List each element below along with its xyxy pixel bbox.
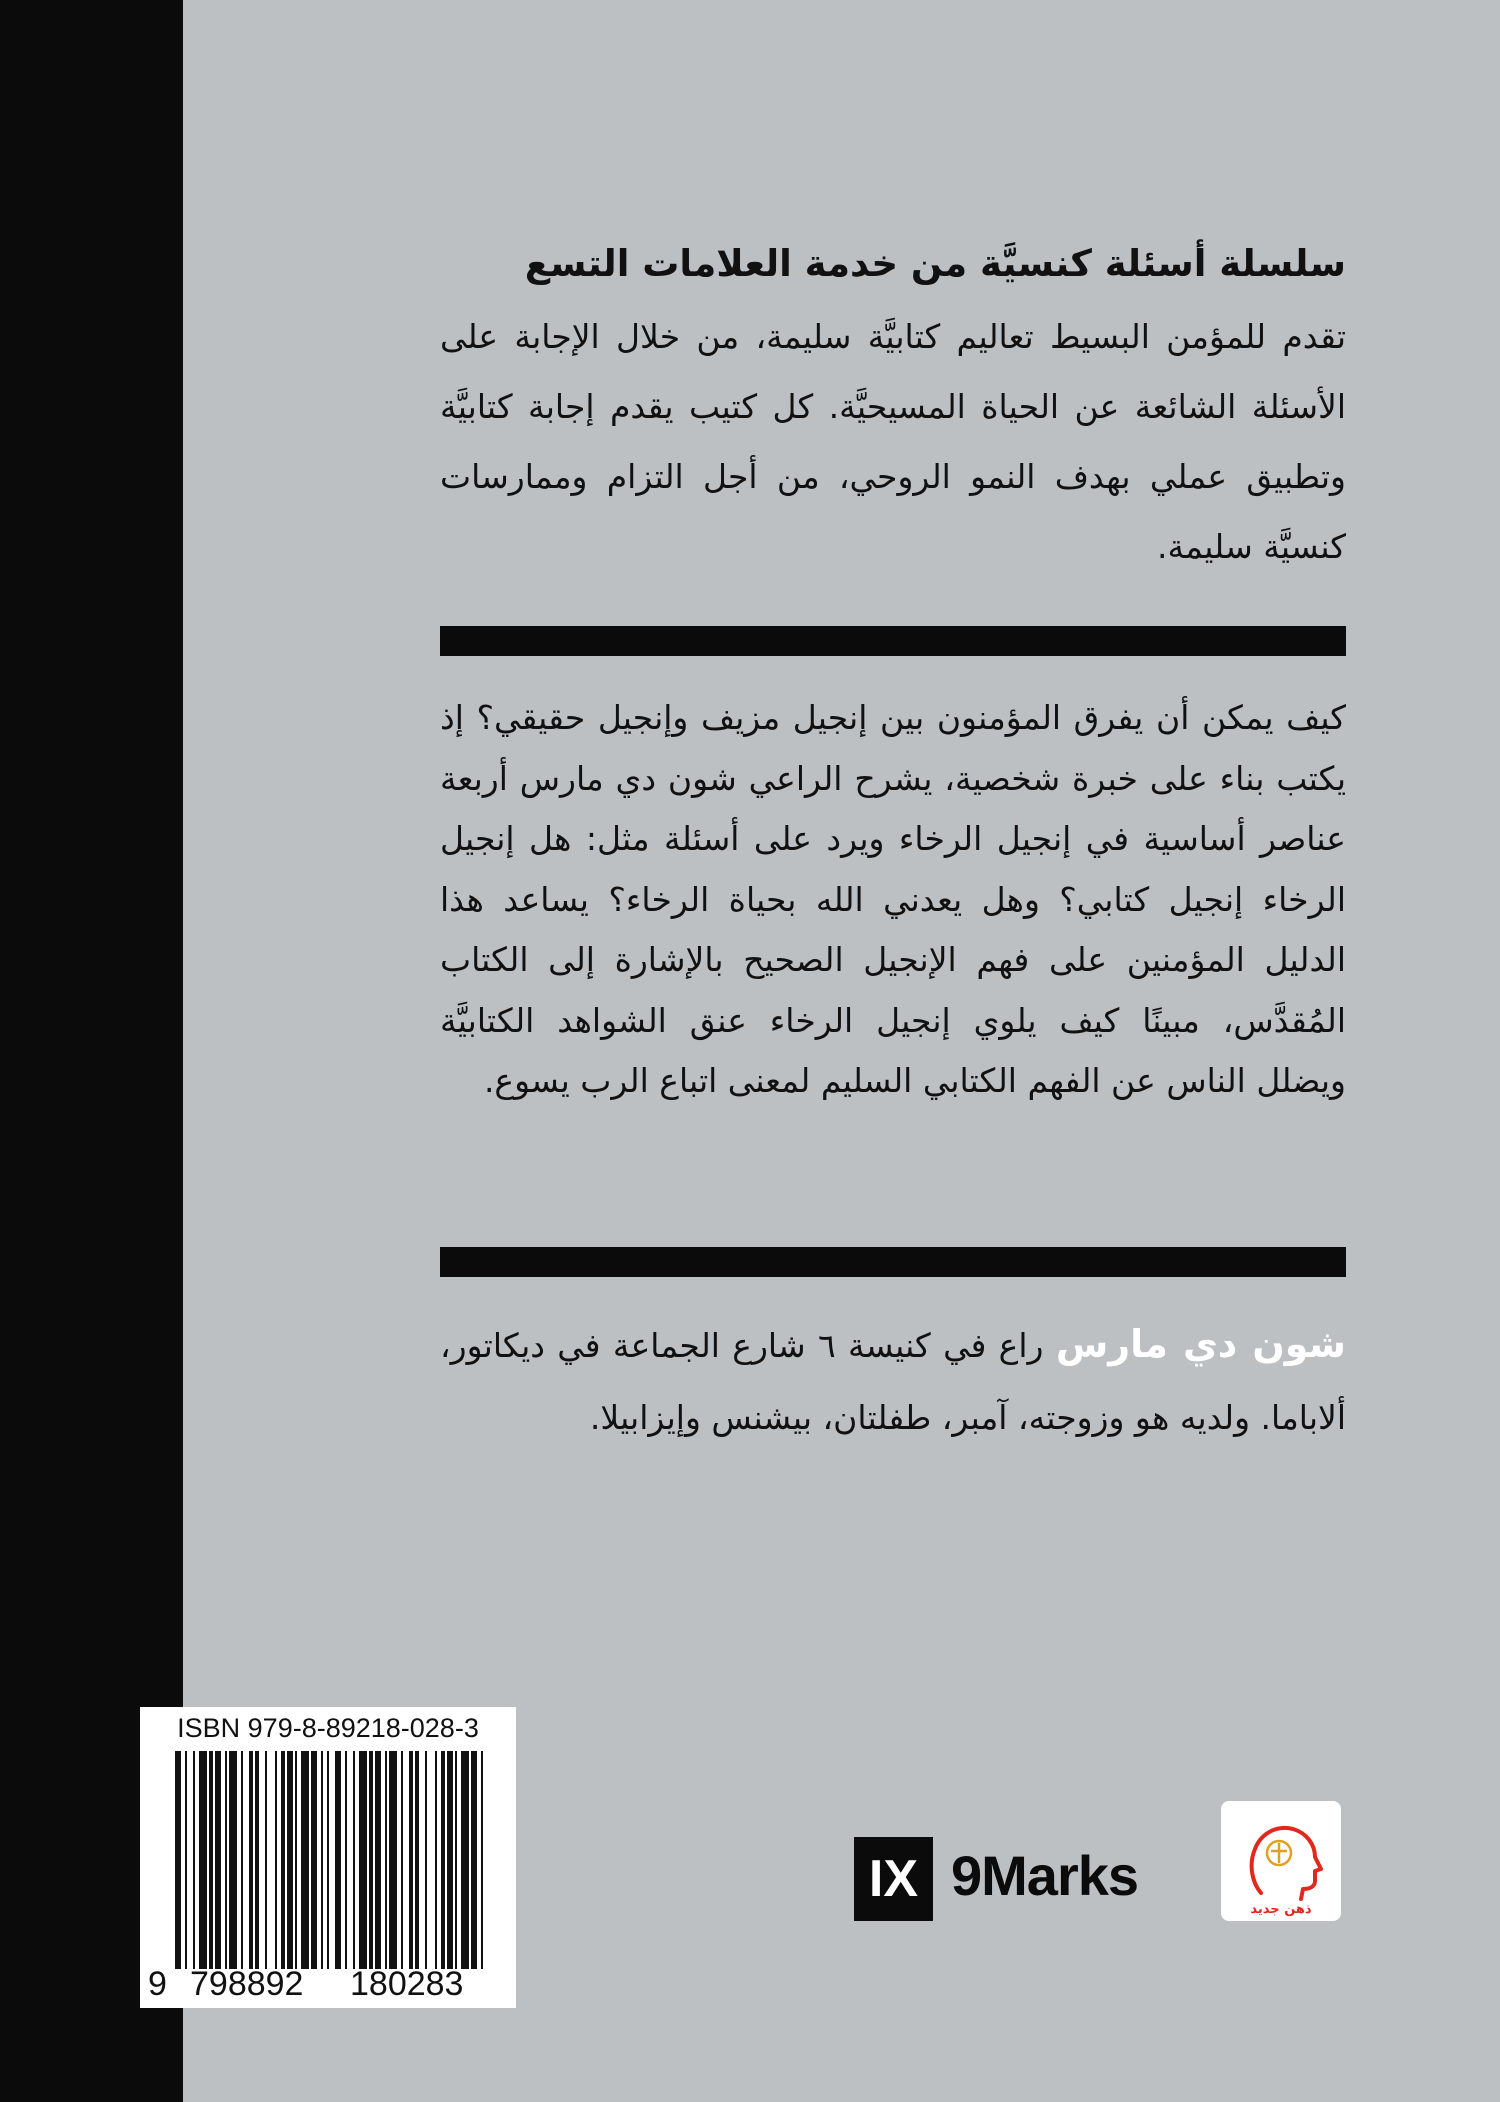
publisher-name: ذهن جديد <box>1250 1902 1312 1917</box>
barcode-bar <box>471 1751 477 1969</box>
barcode-bar <box>249 1751 253 1969</box>
barcode-bar <box>265 1751 267 1969</box>
barcode-bar <box>375 1751 381 1969</box>
barcode-bar <box>441 1751 445 1969</box>
barcode-digit-first: 9 <box>148 1965 167 2003</box>
barcode-bar <box>455 1751 457 1969</box>
barcode-bar <box>287 1751 293 1969</box>
barcode-bar <box>385 1751 387 1969</box>
barcode-digits-group2: 180283 <box>350 1965 464 2003</box>
barcode-bar <box>209 1751 213 1969</box>
barcode-bar <box>241 1751 243 1969</box>
barcode-bar <box>447 1751 453 1969</box>
series-title: سلسلة أسئلة كنسيَّة من خدمة العلامات التسع <box>524 242 1346 285</box>
barcode-bar <box>311 1751 317 1969</box>
barcode-digits <box>140 1965 516 2005</box>
author-bio-text: راع في كنيسة ٦ شارع الجماعة في ديكاتور، ألاباما. ولديه هو وزوجته، آمبر، طفلتان، بيشنس وإيزابيلا. <box>440 1326 1346 1437</box>
barcode-bar <box>389 1751 397 1969</box>
barcode-bar <box>425 1751 427 1969</box>
barcode-bar <box>481 1751 483 1969</box>
barcode-bar <box>327 1751 329 1969</box>
barcode-bar <box>225 1751 227 1969</box>
barcode-bar <box>185 1751 187 1969</box>
barcode-bar <box>359 1751 367 1969</box>
head-profile-icon <box>1221 1801 1341 1921</box>
barcode-bar <box>275 1751 277 1969</box>
barcode-bar <box>435 1751 437 1969</box>
barcode-bar <box>461 1751 469 1969</box>
isbn-barcode <box>140 1707 516 2008</box>
barcode-bar <box>345 1751 347 1969</box>
9marks-wordmark: 9Marks <box>951 1844 1139 1907</box>
barcode-bar <box>193 1751 195 1969</box>
barcode-bar <box>321 1751 323 1969</box>
barcode-bar <box>335 1751 341 1969</box>
barcode-bar <box>199 1751 207 1969</box>
barcode-bar <box>295 1751 297 1969</box>
9marks-ix-mark: IX <box>854 1837 933 1921</box>
barcode-bar <box>255 1751 259 1969</box>
barcode-bar <box>281 1751 285 1969</box>
barcode-bar <box>369 1751 373 1969</box>
barcode-bar <box>301 1751 309 1969</box>
isbn-label: ISBN 979-8-89218-028-3 <box>177 1713 479 1743</box>
barcode-digits-group1: 798892 <box>190 1965 304 2003</box>
series-intro-paragraph: تقدم للمؤمن البسيط تعاليم كتابيَّة سليمة، من خلال الإجابة على الأسئلة الشائعة عن الحياة المسيحيَّة. كل كتيب يقدم إجابة كتابيَّة وتطبيق عملي بهدف النمو الروحي، من أجل التزام وممارسات كنسيَّة سليمة. <box>440 317 1346 566</box>
barcode-bar <box>353 1751 355 1969</box>
barcode-bar <box>175 1751 181 1969</box>
barcode-bar <box>229 1751 237 1969</box>
author-bio-paragraph <box>440 1308 1346 1454</box>
barcode-bar <box>409 1751 413 1969</box>
barcode-bar <box>215 1751 221 1969</box>
publisher-logo <box>1221 1801 1341 1921</box>
barcode-bar <box>401 1751 403 1969</box>
author-name: شون دي مارس <box>1055 1322 1347 1366</box>
barcode-bars <box>175 1751 485 1969</box>
divider-bar <box>440 1247 1346 1277</box>
book-blurb-paragraph: كيف يمكن أن يفرق المؤمنون بين إنجيل مزيف وإنجيل حقيقي؟ إذ يكتب بناء على خبرة شخصية، يشرح الراعي شون دي مارس أربعة عناصر أساسية في إنجيل الرخاء ويرد على أسئلة مثل: هل إنجيل الرخاء إنجيل كتابي؟ وهل يعدني الله بحياة الرخاء؟ يساعد هذا الدليل المؤمنين على فهم الإنجيل الصحيح بالإشارة إلى الكتاب المُقدَّس، مبينًا كيف يلوي إنجيل الرخاء عنق الشواهد الكتابيَّة ويضلل الناس عن الفهم الكتابي السليم لمعنى اتباع الرب يسوع. <box>440 698 1346 1100</box>
barcode-bar <box>415 1751 419 1969</box>
divider-bar <box>440 626 1346 656</box>
